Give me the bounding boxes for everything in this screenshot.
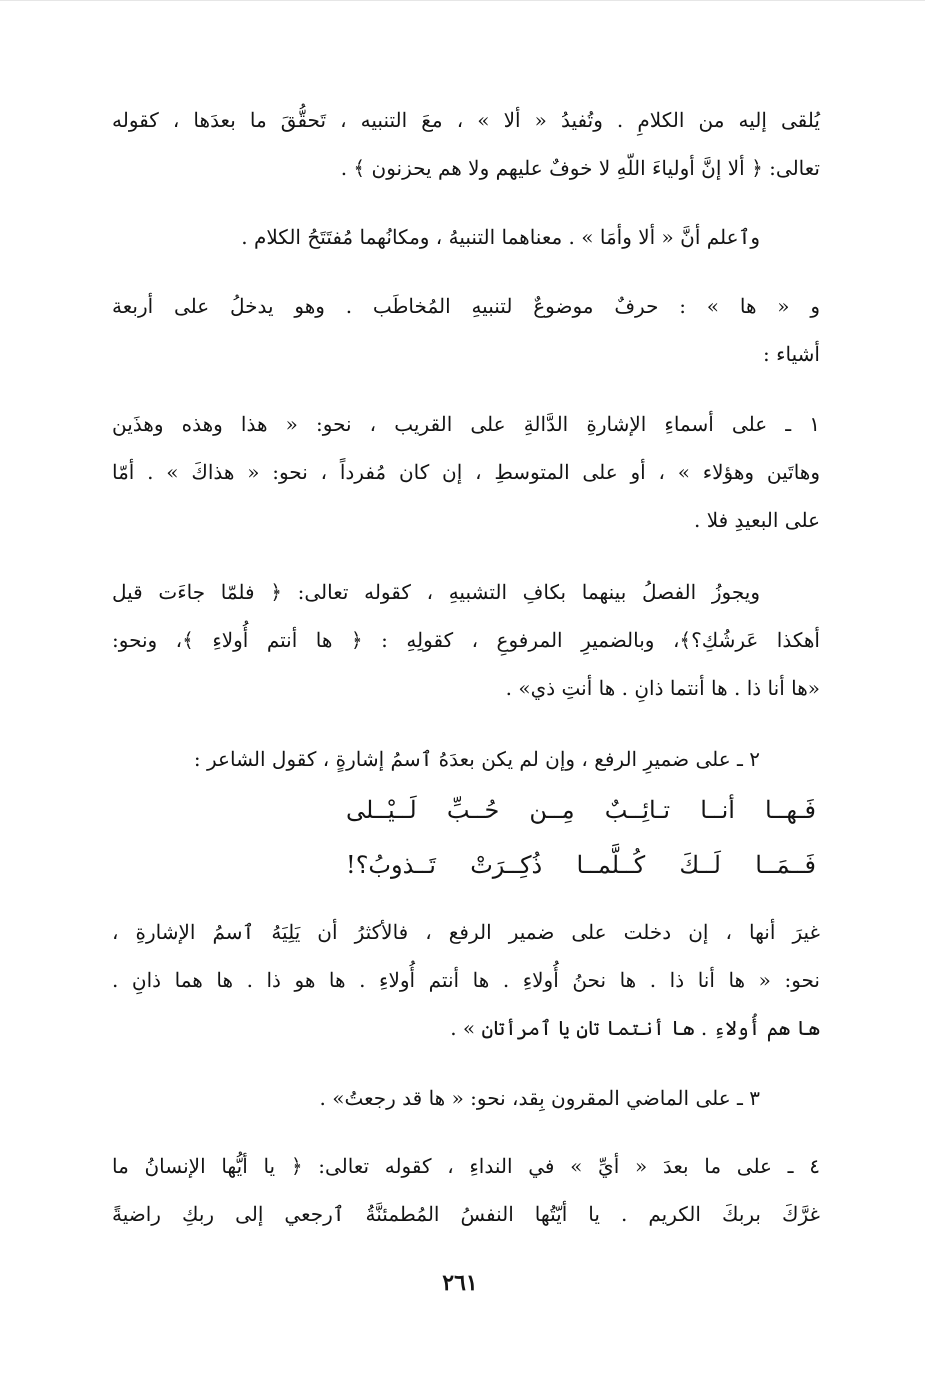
paragraph-after-verse — [112, 908, 820, 1052]
verse-word: ذُكِــرَتْ — [470, 851, 543, 879]
text-line: تعالى: ﴿ ألا إنَّ أولياءَ اللّهِ لا خوفٌ عليهم ولا هم يحزنون ﴾ . — [340, 156, 820, 180]
verse-hemistich-1 — [346, 796, 816, 825]
verse-word: لَــكَ — [679, 851, 721, 879]
verse-word: حُــبِّ — [446, 796, 500, 824]
paragraph-item-2 — [112, 735, 820, 783]
text-line: ٤ ـ على ما بعدَ « أيِّ » في النداءِ ، كقوله تعالى: ﴿ يا أيُّها الإنسانُ ما — [112, 1154, 820, 1178]
text-line: أشياء : — [763, 342, 820, 366]
paragraph-intro — [112, 96, 820, 192]
text-line: غرَّكَ بربكَ الكريم . يا أيّتُها النفسُ المُطمئنَّةُ ٱرجعي إلى ربكِ راضيةً — [112, 1202, 820, 1226]
text-line: ١ ـ على أسماءِ الإشارةِ الدَّالةِ على القريب ، نحو: « هذا وهذه وهذَين — [112, 412, 820, 436]
text-line: «ها أنا ذا . ها أنتما ذانِ . ها أنتِ ذي» . — [505, 676, 820, 700]
text-line: أهكذا عَرشُكِ؟﴾، وبالضميرِ المرفوعِ ، كقولِهِ : ﴿ ها أنتم أُولاءِ ﴾، ونحو: — [112, 628, 820, 652]
text-line: ٣ ـ على الماضي المقرون بِقد، نحو: « ها قد رجعتُ» . — [319, 1086, 760, 1110]
verse-word: تـائِــبٌ — [604, 796, 671, 824]
text-line: ٢ ـ على ضميرِ الرفع ، وإن لم يكن بعدَهُ ٱسمُ إشارةٍ ، كقول الشاعر : — [193, 747, 760, 771]
verse-word: فَـهــا — [765, 796, 816, 824]
verse-word: لَــيْــلى — [346, 796, 417, 824]
verse-word: مِــن — [529, 796, 575, 824]
paragraph-ha-definition — [112, 282, 820, 378]
verse-hemistich-2 — [346, 851, 816, 880]
text-line: يُلقى إليه من الكلامِ . وتُفيدُ « ألا » ، معَ التنبيه ، تَحقُّقَ ما بعدَها ، كقوله — [112, 108, 820, 132]
text-line: ها هم أُولاءِ . ها أنتما تانِ يا ٱمرأتان » . — [450, 1016, 820, 1040]
paragraph-item-3 — [112, 1074, 820, 1122]
text-line: وٱعلم أنَّ « ألا وأمَا » . معناهما التنبيهُ ، ومكانُهما مُفتَتَحُ الكلام . — [241, 225, 760, 249]
verse-word: فَــمَــا — [755, 851, 816, 879]
text-line: و « ها » : حرفٌ موضوعٌ لتنبيهِ المُخاطَب . وهو يدخلُ على أربعة — [112, 294, 821, 318]
verse-word: أنــا — [700, 796, 735, 824]
scan-edge-line — [0, 0, 925, 1]
verse-word: كُــلَّمــا — [576, 851, 646, 879]
text-line: وهاتَين وهؤلاء » ، أو على المتوسطِ ، إن كان مُفرداً ، نحو: « هذاكَ » . أمّا — [112, 460, 820, 484]
paragraph-ala-amma — [112, 213, 820, 261]
text-line: نحو: « ها أنا ذا . ها نحنُ أُولاءِ . ها أنتم أُولاءِ . ها هو ذا . ها هما ذانِ . — [112, 968, 820, 992]
text-line: غيرَ أنها ، إن دخلت على ضمير الرفع ، فالأكثرُ أن يَلِيَهُ ٱسمُ الإشارةِ ، — [112, 920, 820, 944]
verse-word: تَــذوبُ؟! — [346, 851, 436, 879]
text-line: على البعيدِ فلا . — [693, 508, 820, 532]
page-number: ٢٦١ — [442, 1270, 478, 1296]
paragraph-item-1 — [112, 400, 820, 544]
text-line: ويجوزُ الفصلُ بينهما بكافِ التشبيهِ ، كقوله تعالى: ﴿ فلمّا جاءَت قيل — [112, 580, 761, 604]
paragraph-separation — [112, 568, 820, 712]
paragraph-item-4 — [112, 1142, 820, 1238]
